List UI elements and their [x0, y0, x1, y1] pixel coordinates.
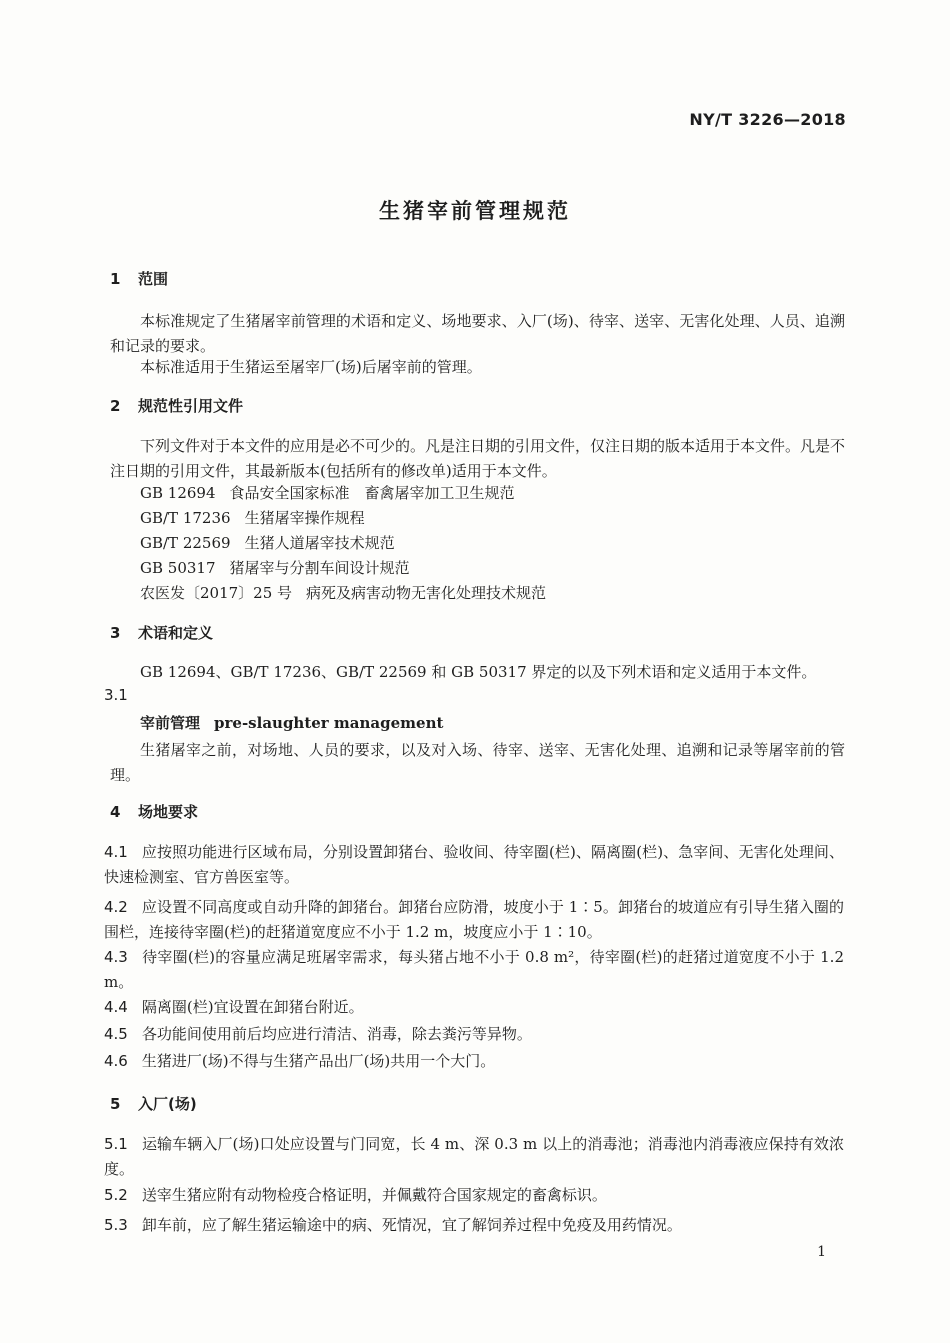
reference-code: GB/T 17236: [140, 509, 231, 527]
section-title: 场地要求: [138, 803, 199, 821]
clause-text: 各功能间使用前后均应进行清洁、消毒，除去粪污等异物。: [141, 1025, 532, 1043]
section-title: 规范性引用文件: [138, 397, 244, 415]
standard-number: NY/T 3226—2018: [689, 110, 846, 129]
section-title: 范围: [138, 270, 169, 288]
section-number: 2: [110, 397, 121, 415]
clause-number: 4.3: [104, 948, 128, 966]
clause-text: 待宰圈(栏)的容量应满足班屠宰需求，每头猪占地不小于 0.8 m²，待宰圈(栏)的赶猪过道宽度不小于 1.2 m。: [104, 948, 844, 991]
section-title: 术语和定义: [138, 624, 214, 642]
clause-number: 5.3: [104, 1216, 128, 1234]
reference-title: 病死及病害动物无害化处理技术规范: [306, 584, 547, 602]
clause-number: 4.4: [104, 998, 128, 1016]
clause-item: [104, 1213, 844, 1238]
clause-item: [104, 1049, 844, 1074]
section-4-heading: [110, 801, 198, 822]
reference-item: [140, 557, 410, 578]
reference-title: 生猪屠宰操作规程: [244, 509, 365, 527]
term-english: pre-slaughter management: [214, 714, 444, 732]
clause-text: 生猪进厂(场)不得与生猪产品出厂(场)共用一个大门。: [141, 1052, 496, 1070]
section-1-paragraph-2: 本标准适用于生猪运至屠宰厂(场)后屠宰前的管理。: [140, 358, 482, 376]
term-entry: [140, 712, 443, 733]
clause-item: [104, 1183, 844, 1208]
section-number: 3: [110, 624, 121, 642]
clause-item: [104, 945, 844, 995]
reference-code: GB 50317: [140, 559, 216, 577]
section-3-heading: [110, 622, 213, 643]
section-number: 5: [110, 1095, 121, 1113]
subsection-number: 3.1: [104, 686, 128, 704]
reference-title: 猪屠宰与分割车间设计规范: [229, 559, 410, 577]
clause-text: 送宰生猪应附有动物检疫合格证明，并佩戴符合国家规定的畜禽标识。: [141, 1186, 607, 1204]
section-number: 4: [110, 803, 121, 821]
reference-item: [140, 532, 395, 553]
clause-number: 5.1: [104, 1135, 128, 1153]
term-chinese: 宰前管理: [140, 714, 201, 732]
term-definition: 生猪屠宰之前，对场地、人员的要求，以及对入场、待宰、送宰、无害化处理、追溯和记录等屠宰前的管理。: [110, 741, 845, 784]
reference-item: [140, 582, 546, 603]
clause-item: [104, 895, 844, 945]
clause-text: 隔离圈(栏)宜设置在卸猪台附近。: [141, 998, 364, 1016]
page-number: 1: [817, 1244, 826, 1260]
clause-number: 4.1: [104, 843, 128, 861]
clause-number: 5.2: [104, 1186, 128, 1204]
clause-text: 卸车前，应了解生猪运输途中的病、死情况，宜了解饲养过程中免疫及用药情况。: [141, 1216, 682, 1234]
reference-item: [140, 482, 515, 503]
reference-title: 食品安全国家标准 畜禽屠宰加工卫生规范: [229, 484, 515, 502]
section-number: 1: [110, 270, 121, 288]
section-1-heading: [110, 268, 168, 289]
clause-text: 运输车辆入厂(场)口处应设置与门同宽，长 4 m、深 0.3 m 以上的消毒池；消毒池内消毒液应保持有效浓度。: [104, 1135, 844, 1178]
clause-text: 应按照功能进行区域布局，分别设置卸猪台、验收间、待宰圈(栏)、隔离圈(栏)、急宰间、无害化处理间、快速检测室、官方兽医室等。: [104, 843, 844, 886]
reference-title: 生猪人道屠宰技术规范: [244, 534, 395, 552]
section-2-paragraph-1: 下列文件对于本文件的应用是必不可少的。凡是注日期的引用文件，仅注日期的版本适用于本文件。凡是不注日期的引用文件，其最新版本(包括所有的修改单)适用于本文件。: [110, 437, 846, 480]
reference-code: GB/T 22569: [140, 534, 231, 552]
section-5-heading: [110, 1093, 197, 1114]
clause-item: [104, 840, 844, 890]
clause-item: [104, 995, 844, 1020]
clause-item: [104, 1132, 844, 1182]
reference-item: [140, 507, 365, 528]
clause-number: 4.2: [104, 898, 128, 916]
clause-number: 4.5: [104, 1025, 128, 1043]
section-title: 入厂(场): [138, 1095, 197, 1113]
clause-number: 4.6: [104, 1052, 128, 1070]
reference-code: GB 12694: [140, 484, 216, 502]
section-1-paragraph-1: 本标准规定了生猪屠宰前管理的术语和定义、场地要求、入厂(场)、待宰、送宰、无害化处理、人员、追溯和记录的要求。: [110, 312, 845, 355]
document-title: 生猪宰前管理规范: [379, 199, 571, 223]
reference-code: 农医发〔2017〕25 号: [140, 584, 293, 602]
clause-item: [104, 1022, 844, 1047]
section-3-paragraph-1: GB 12694、GB/T 17236、GB/T 22569 和 GB 50317 界定的以及下列术语和定义适用于本文件。: [140, 663, 817, 681]
clause-text: 应设置不同高度或自动升降的卸猪台。卸猪台应防滑，坡度小于 1∶5。卸猪台的坡道应有引导生猪入圈的围栏，连接待宰圈(栏)的赶猪道宽度应不小于 1.2 m，坡度应小于 1∶10。: [104, 898, 844, 941]
section-2-heading: [110, 395, 243, 416]
